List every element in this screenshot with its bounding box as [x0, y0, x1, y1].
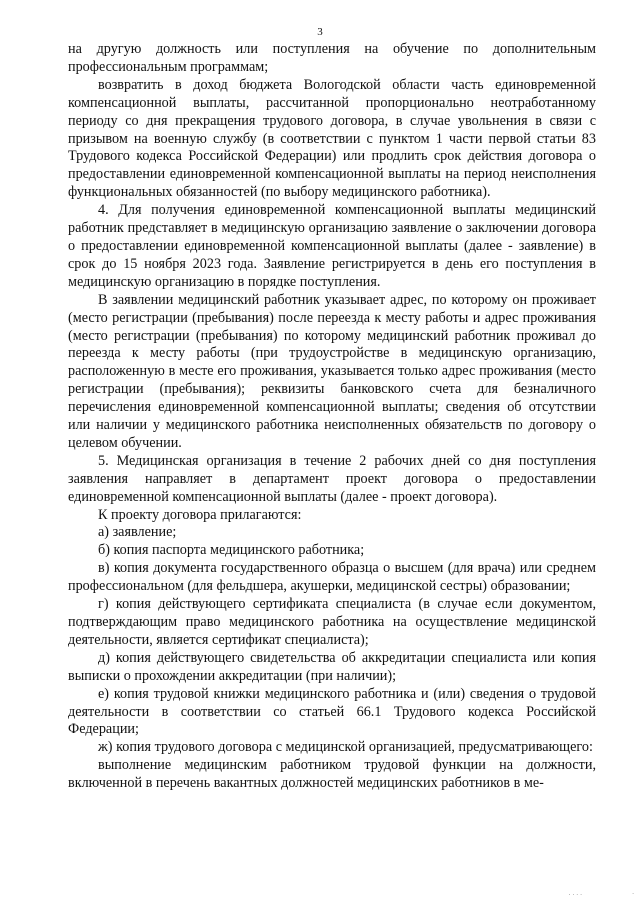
paragraph: К проекту договора прилагаются: — [98, 506, 302, 523]
list-item: а) заявление; — [98, 524, 177, 541]
list-item: г) копия действующего сертификата специалиста (в случае если документом, подтверждающим право медицинского работника на осуществление медицинской деятельности, является сертификат специалиста); — [68, 596, 596, 648]
list-item: б) копия паспорта медицинского работника; — [98, 542, 365, 559]
list-item: в) копия документа государственного образца о высшем (для врача) или среднем профессиональном (для фельдшера, акушерки, медицинской сестры) образовании; — [68, 560, 596, 595]
paragraph: В заявлении медицинский работник указывает адрес, по которому он проживает (место регистрации (пребывания) после переезда к месту работы и адрес проживания (место регистрации (пребывания) по которому медицинский работник проживал до переезда к месту работы (при трудоустройстве в медицинскую организацию, расположенную в месте его проживания, указывается только адрес проживания (место регистрации (пребывания); реквизиты банковского счета для безналичного перечисления единовременной компенсационной выплаты; сведения об отсутствии или наличии у медицинского работника неисполненных обязательств по договору о целевом обучении. — [68, 291, 596, 451]
page-number: 3 — [317, 26, 323, 38]
paragraph: возвратить в доход бюджета Вологодской области часть единовременной компенсационной выплаты, рассчитанной пропорционально неотработанному периоду со дня прекращения трудового договора, в случае увольнения в связи с призывом на военную службу (в соответствии с пунктом 1 части первой статьи 83 Трудового кодекса Российской Федерации) или продлить срок действия договора о предоставлении единовременной компенсационной выплаты на период неисполнения функциональных обязанностей (по выбору медицинского работника). — [68, 76, 596, 201]
list-item: д) копия действующего свидетельства об аккредитации специалиста или копия выписки о прохождении аккредитации (при наличии); — [68, 649, 596, 684]
document-body — [68, 41, 596, 793]
scan-mark: · · · · — [568, 892, 582, 899]
paragraph: 4. Для получения единовременной компенсационной выплаты медицинский работник представляет в медицинскую организацию заявление о заключении договора о предоставлении единовременной компенсационной выплаты (далее - заявление) в срок до 15 ноября 2023 года. Заявление регистрируется в день его поступления в медицинскую организацию в порядке поступления. — [68, 202, 596, 290]
list-item: е) копия трудовой книжки медицинского работника и (или) сведения о трудовой деятельности в соответствии со статьей 66.1 Трудового кодекса Российской Федерации; — [68, 685, 596, 738]
scan-dot: · — [632, 891, 634, 898]
paragraph: на другую должность или поступления на обучение по дополнительным профессиональным программам; — [68, 41, 596, 75]
list-item: ж) копия трудового договора с медицинской организацией, предусматривающего: — [98, 739, 593, 756]
paragraph: 5. Медицинская организация в течение 2 рабочих дней со дня поступления заявления направляет в департамент проект договора о предоставлении единовременной компенсационной выплаты (далее - проект договора). — [68, 452, 596, 505]
paragraph: выполнение медицинским работником трудовой функции на должности, включенной в перечень вакантных должностей медицинских работников в ме- — [68, 757, 596, 792]
